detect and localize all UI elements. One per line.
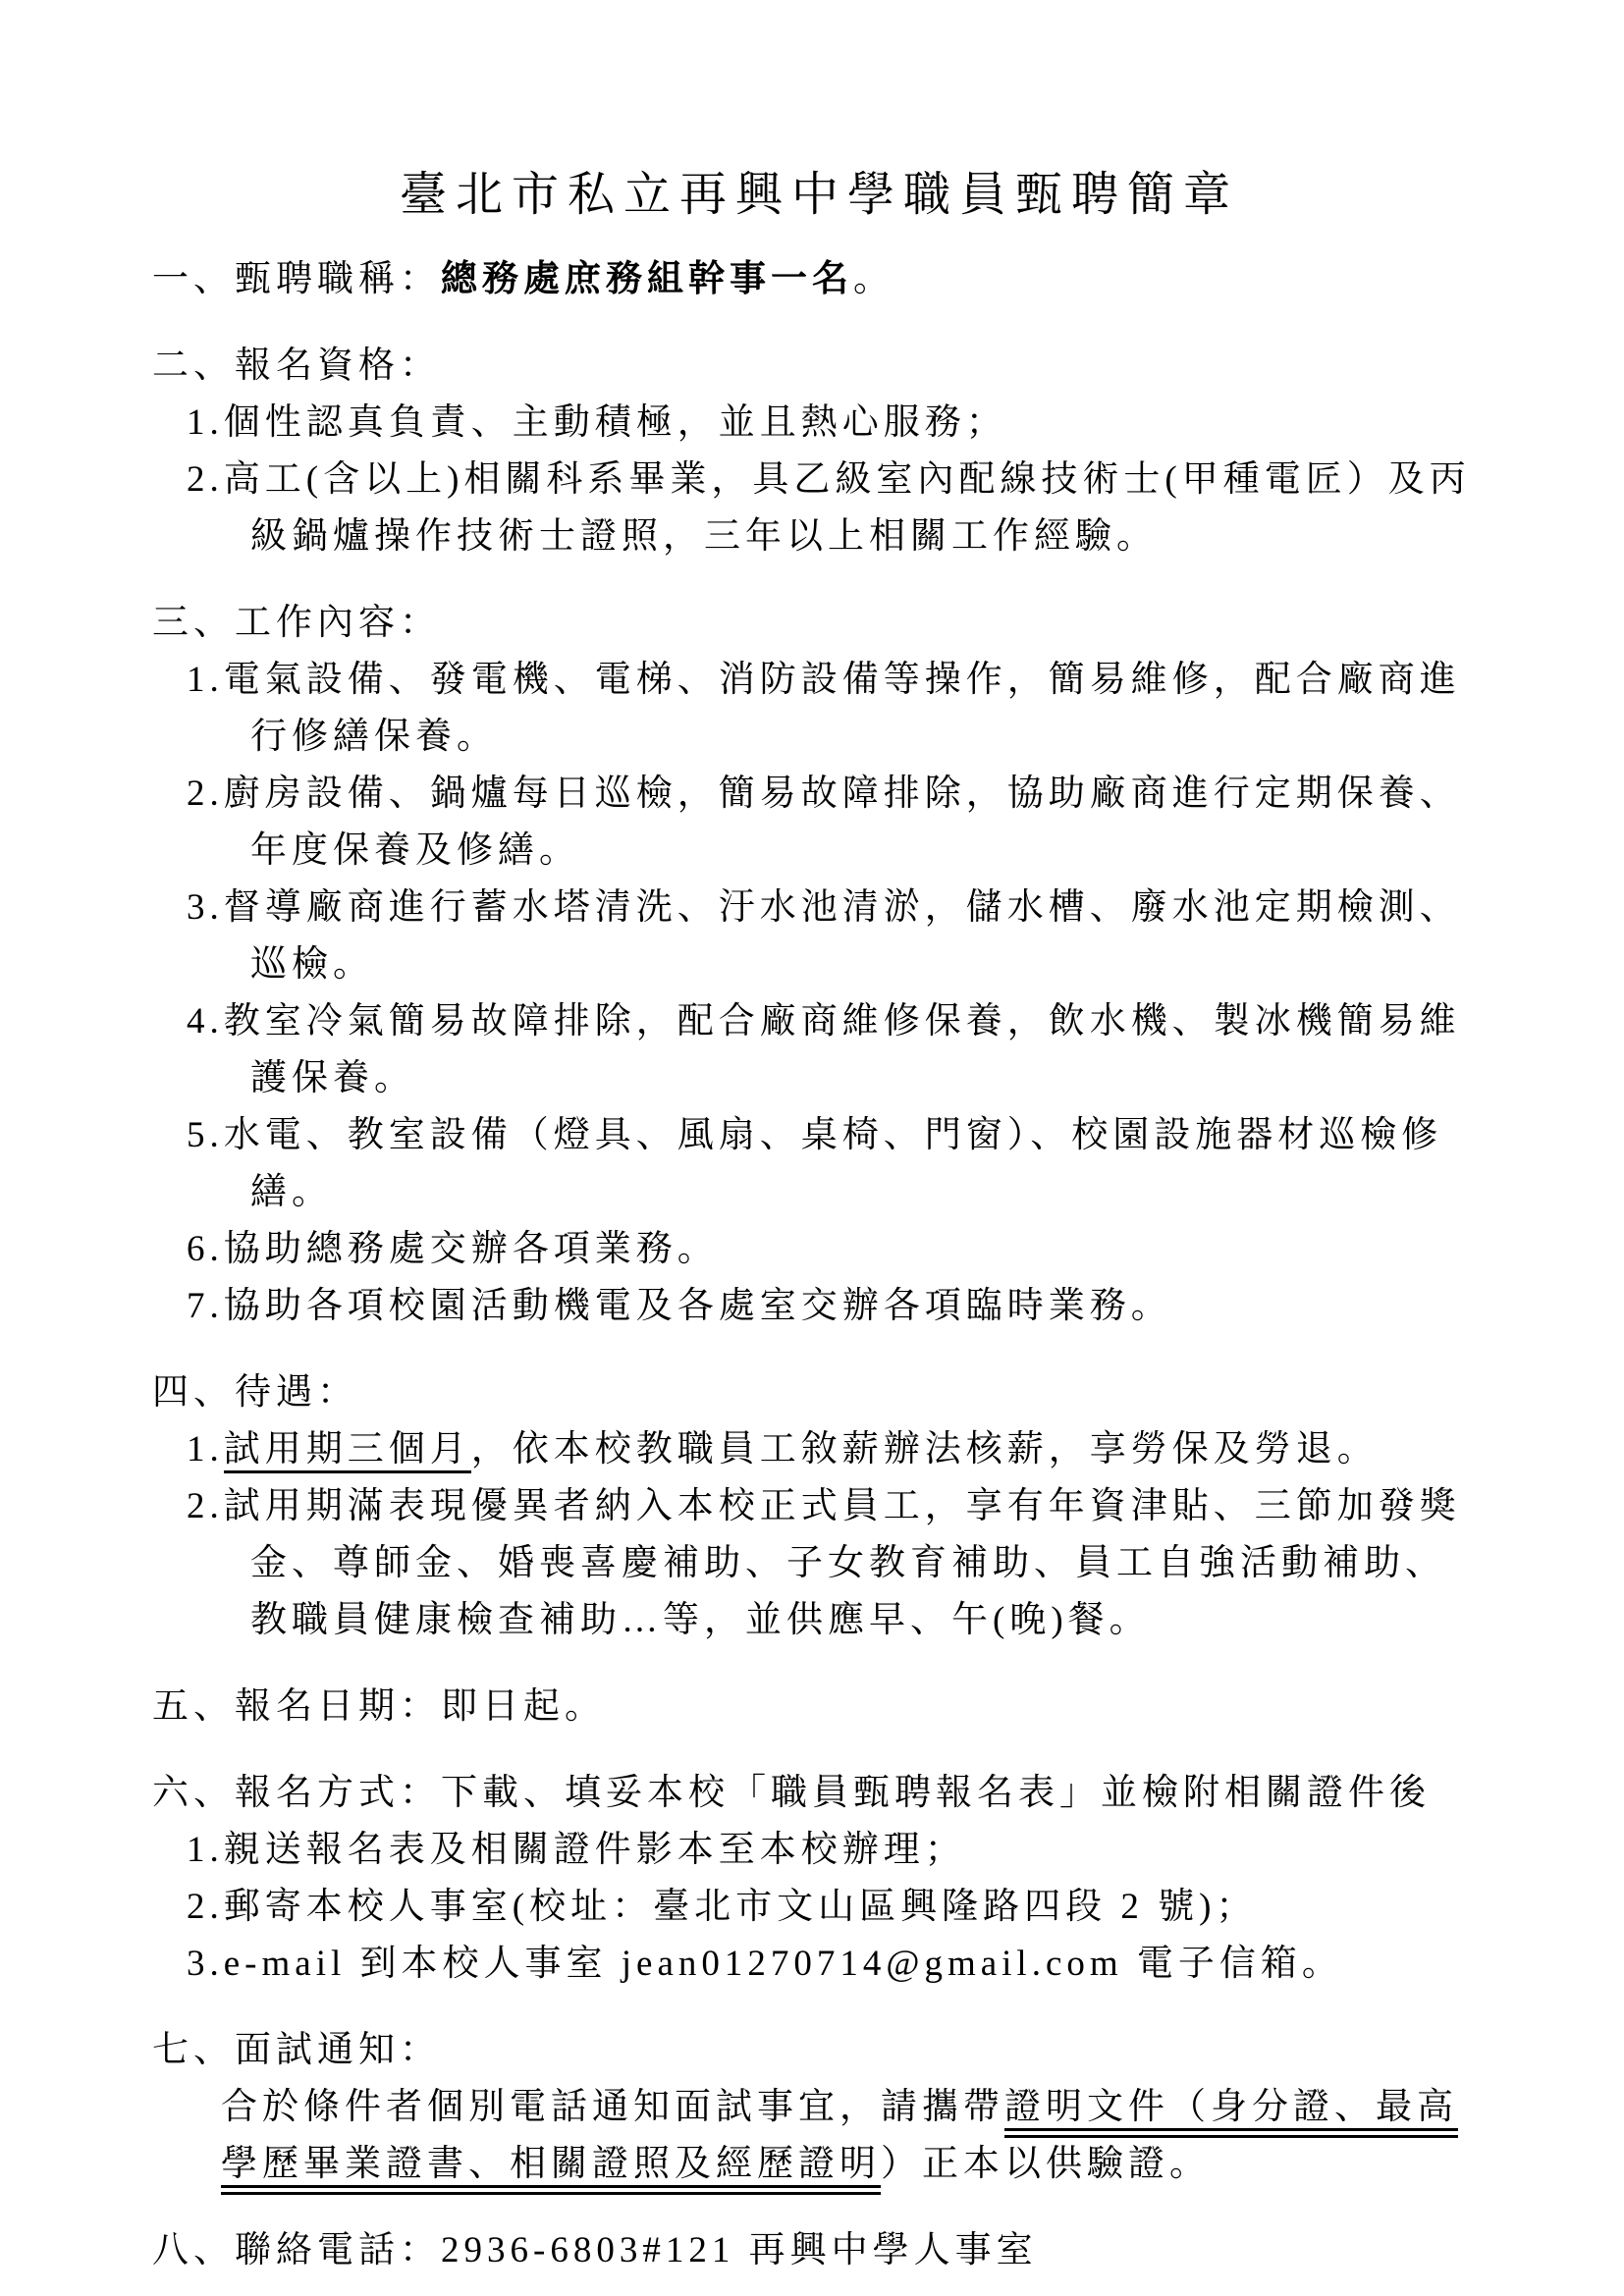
section-heading: 八、聯絡電話：2936-6803#121 再興中學人事室	[152, 2230, 1038, 2270]
section-label: 一、甄聘職稱：	[152, 259, 441, 299]
list-item: 5.水電、教室設備（燈具、風扇、桌椅、門窗）、校園設施器材巡檢修繕。	[187, 1115, 1443, 1212]
section-heading: 六、報名方式：下載、填妥本校「職員甄聘報名表」並檢附相關證件後	[152, 1773, 1431, 1813]
benefit-list	[187, 1421, 1487, 1649]
method-list	[187, 1822, 1487, 1993]
section-heading	[152, 251, 1487, 308]
list-item: 1.電氣設備、發電機、電梯、消防設備等操作，簡易維修，配合廠商進行修繕保養。	[187, 660, 1461, 757]
notice-tail: ）正本以供驗證。	[881, 2144, 1211, 2184]
section-contact-phone	[152, 2222, 1487, 2279]
document-title: 臺北市私立再興中學職員甄聘簡章	[399, 169, 1239, 221]
duty-list	[187, 652, 1487, 1335]
list-item: 2.郵寄本校人事室(校址：臺北市文山區興隆路四段 2 號)；	[187, 1887, 1258, 1927]
list-item	[187, 1421, 1487, 1478]
list-item: 7.協助各項校園活動機電及各處室交辦各項臨時業務。	[187, 1286, 1172, 1326]
list-item: 1.親送報名表及相關證件影本至本校辦理；	[187, 1830, 966, 1870]
section-benefits	[152, 1364, 1487, 1649]
period: 。	[853, 259, 894, 299]
list-item: 4.教室冷氣簡易故障排除，配合廠商維修保養，飲水機、製冰機簡易維護保養。	[187, 1001, 1461, 1098]
section-position	[152, 251, 1487, 308]
list-item: 6.協助總務處交辦各項業務。	[187, 1229, 719, 1269]
section-application-date	[152, 1679, 1487, 1735]
section-heading: 五、報名日期：即日起。	[152, 1686, 606, 1727]
item-text: ，依本校教職員工敘薪辦法核薪，享勞保及勞退。	[470, 1429, 1379, 1469]
interview-notice-body	[221, 2079, 1487, 2193]
item-number: 1.	[187, 1429, 224, 1469]
list-item: 3.督導廠商進行蓄水塔清洗、汙水池清淤，儲水槽、廢水池定期檢測、巡檢。	[187, 887, 1461, 985]
qualification-list	[187, 395, 1487, 565]
list-item: 2.試用期滿表現優異者納入本校正式員工，享有年資津貼、三節加發獎金、尊師金、婚喪喜慶補助、子女教育補助、員工自強活動補助、教職員健康檢查補助…等，並供應早、午(晚)餐。	[187, 1486, 1461, 1640]
section-interview-notice	[152, 2022, 1487, 2193]
section-job-duties	[152, 595, 1487, 1335]
position-name-bold: 總務處庶務組幹事一名	[441, 259, 853, 299]
notice-text: 合於條件者個別電話通知面試事宜，請攜帶	[221, 2087, 1004, 2127]
section-heading: 七、面試通知：	[152, 2030, 441, 2070]
list-item: 1.個性認真負責、主動積極，並且熱心服務；	[187, 402, 1007, 443]
required-documents-underlined-text: 證明文件（身分證、最高學歷畢業證書、相關證照及經歷證明	[221, 2087, 1458, 2195]
list-item: 3.e-mail 到本校人事室 jean01270714@gmail.com 電子信箱。	[187, 1944, 1343, 1984]
probation-underlined-text: 試用期三個月	[224, 1429, 471, 1473]
list-item: 2.廚房設備、鍋爐每日巡檢，簡易故障排除，協助廠商進行定期保養、年度保養及修繕。	[187, 774, 1461, 871]
list-item: 2.高工(含以上)相關科系畢業，具乙級室內配線技術士(甲種電匠）及丙級鍋爐操作技術士證照，三年以上相關工作經驗。	[187, 459, 1471, 557]
section-heading: 四、待遇：	[152, 1372, 358, 1413]
section-application-method	[152, 1765, 1487, 1993]
section-heading: 二、報名資格：	[152, 346, 441, 386]
section-heading: 三、工作內容：	[152, 603, 441, 643]
section-qualifications	[152, 338, 1487, 565]
